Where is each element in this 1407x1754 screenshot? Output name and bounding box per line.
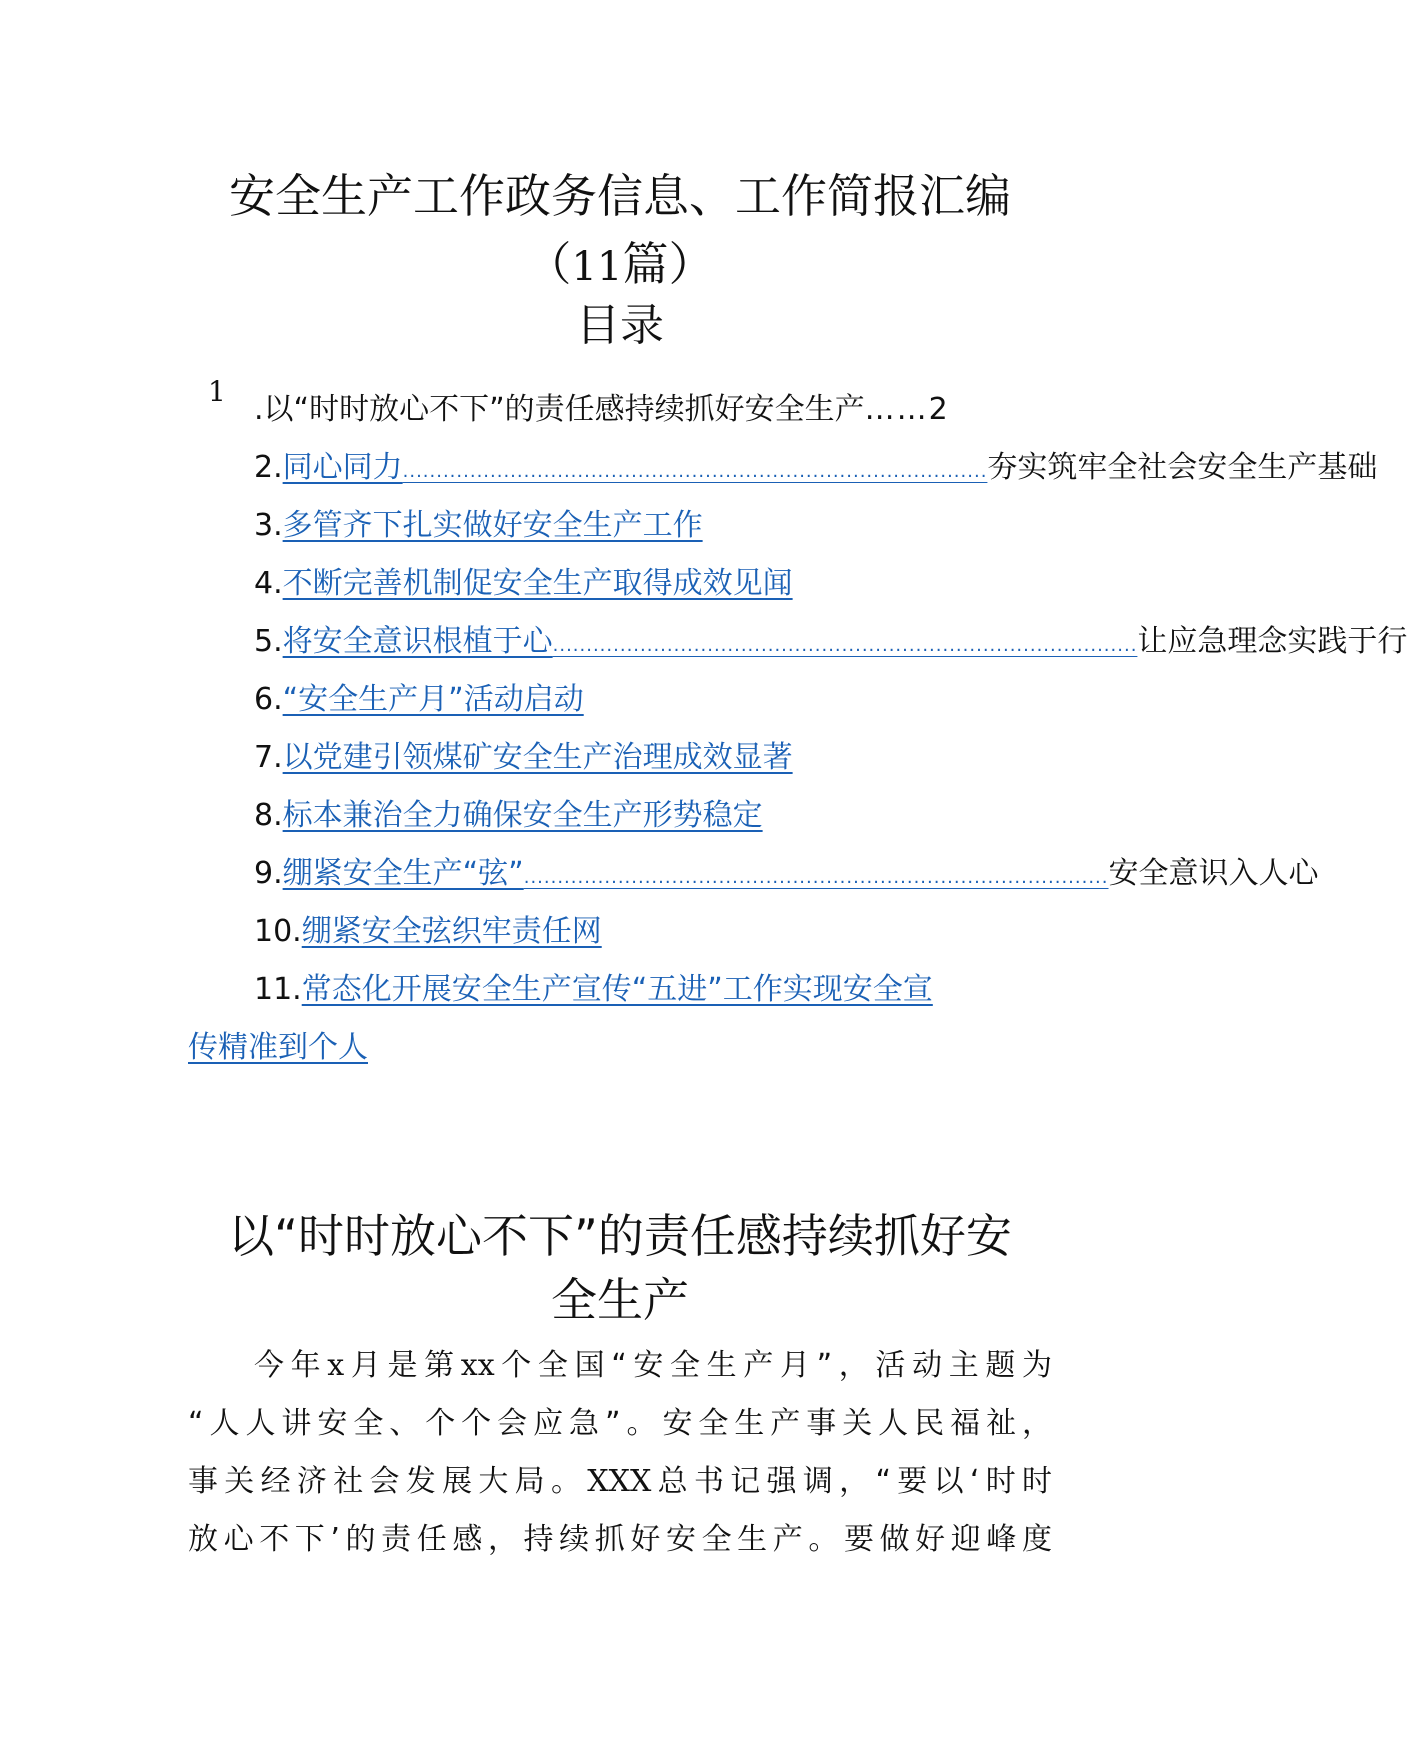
toc-leader-dots: ....................................................................................... [552, 635, 1138, 656]
document-subtitle-count: （11篇） [525, 237, 715, 291]
toc-link-9[interactable]: 绷紧安全生产“弦” [282, 856, 524, 891]
body-paragraph-line-2: “人人讲安全、个个会应急”。安全生产事关人民福祉， [188, 1406, 1052, 1441]
toc-item-2[interactable]: 2. 同心同力 ....................................................................................... 夯实筑牢全社会安全生产基础 [254, 446, 1052, 494]
toc-link-2[interactable]: 同心同力 [282, 450, 403, 485]
toc-item-6[interactable]: 6. “安全生产月”活动启动 [254, 678, 1052, 722]
toc-item-10[interactable]: 10. 绷紧安全弦织牢责任网 [254, 910, 1052, 954]
page-number-marker: 1 [208, 375, 226, 408]
toc-link-5[interactable]: 将安全意识根植于心 [282, 624, 553, 659]
body-paragraph-line-4: 放心不下’的责任感，持续抓好安全生产。要做好迎峰度 [188, 1522, 1052, 1557]
toc-link-4[interactable]: 不断完善机制促安全生产取得成效见闻 [282, 566, 793, 601]
body-paragraph-line-1: 今年x月是第xx个全国“安全生产月”，活动主题为 [254, 1348, 1053, 1383]
toc-item-9[interactable]: 9. 绷紧安全生产“弦” ....................................................................................... 安全意识入人心 [254, 852, 1052, 900]
toc-heading: 目录 [576, 300, 664, 351]
toc-link-11[interactable]: 常态化开展安全生产宣传“五进”工作实现安全宣 [301, 972, 933, 1007]
toc-item-7[interactable]: 7. 以党建引领煤矿安全生产治理成效显著 [254, 736, 1052, 780]
toc-link-11-continued[interactable]: 传精准到个人 [188, 1030, 368, 1065]
toc-item-3[interactable]: 3. 多管齐下扎实做好安全生产工作 [254, 504, 1052, 548]
toc-item-11-continued[interactable] [188, 1026, 1052, 1070]
toc-link-10[interactable]: 绷紧安全弦织牢责任网 [301, 914, 602, 949]
article-title-continued: 全生产 [551, 1273, 689, 1327]
toc-link-7[interactable]: 以党建引领煤矿安全生产治理成效显著 [282, 740, 793, 775]
article-title: 以“时时放心不下”的责任感持续抓好安 [228, 1209, 1012, 1263]
toc-leader-dots: ....................................................................................... [402, 461, 988, 482]
toc-item-11[interactable]: 11. 常态化开展安全生产宣传“五进”工作实现安全宣 [254, 968, 1052, 1012]
toc-item-1[interactable]: .以“时时放心不下”的责任感持续抓好安全生产 …… 2 [254, 392, 948, 427]
toc-link-8[interactable]: 标本兼治全力确保安全生产形势稳定 [282, 798, 763, 833]
toc-leader-dots: ....................................................................................... [523, 867, 1109, 888]
toc-link-3[interactable]: 多管齐下扎实做好安全生产工作 [282, 508, 703, 543]
toc-item-5[interactable]: 5. 将安全意识根植于心 ....................................................................................... 让应急理念实践于行 [254, 620, 1052, 668]
document-title: 安全生产工作政务信息、工作简报汇编 [229, 169, 1011, 223]
toc-item-4[interactable]: 4. 不断完善机制促安全生产取得成效见闻 [254, 562, 1052, 606]
body-paragraph-line-3: 事关经济社会发展大局。XXX总书记强调，“要以‘时时 [188, 1464, 1053, 1499]
toc-item-8[interactable]: 8. 标本兼治全力确保安全生产形势稳定 [254, 794, 1052, 838]
toc-link-6[interactable]: “安全生产月”活动启动 [282, 682, 584, 717]
